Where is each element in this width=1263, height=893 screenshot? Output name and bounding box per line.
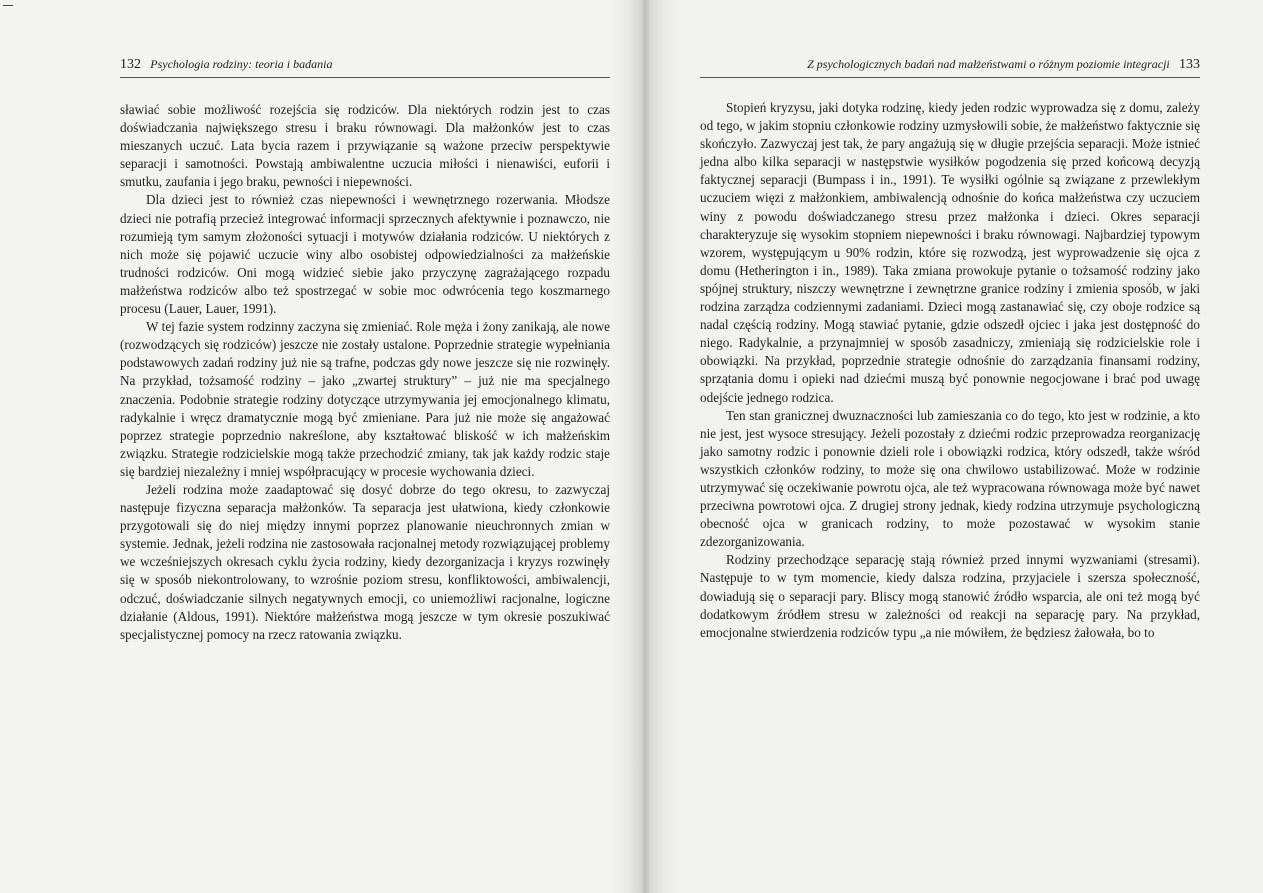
book-gutter-shadow bbox=[610, 0, 680, 893]
left-page-number: 132 bbox=[120, 57, 141, 72]
paragraph: Rodziny przechodzące separację stają również przed innymi wyzwaniami (stresami). Następuje to w tym momencie, kiedy dalsza rodzina, przyjaciele i szersza społeczność, dowiadują się o separacji pary. Bliscy mogą stanowić źródło wsparcia, ale oni też mogą być dodatkowym źródłem stresu w zależności od reakcji na separację pary. Na przykład, emocjonalne stwierdzenia rodziców typu „a nie mówiłem, że będziesz żałowała, bo to bbox=[700, 552, 1200, 640]
right-page-number: 133 bbox=[1179, 57, 1200, 72]
paragraph: W tej fazie system rodzinny zaczyna się zmieniać. Role męża i żony zanikają, ale nowe (rozwodzących się rodziców) jeszcze nie zostały ustalone. Poprzednie strategie wypełniania podstawowych zadań rodziny już nie są trafne, podczas gdy nowe jeszcze się nie rozwinęły. Na przykład, tożsamość rodziny – jako „zwartej struktury” – już nie ma specjalnego znaczenia. Podobnie strategie rodziny dotyczące utrzymywania jej emocjonalnego klimatu, radykalnie i wręcz dramatycznie mogą być zmieniane. Para już nie może się angażować poprzez strategie poprzednio nakreślone, aby kształtować bliskość w ich małżeńskim związku. Strategie rodzicielskie mogą także przechodzić zmiany, tak jak każdy rodzic staje się bardziej niezależny i mniej współpracujący w procesie wychowania dzieci. bbox=[120, 319, 610, 479]
paragraph: Ten stan granicznej dwuznaczności lub zamieszania co do tego, kto jest w rodzinie, a kto nie jest, jest wysoce stresujący. Jeżeli pozostały z dziećmi rodzic przeprowadza reorganizację jako samotny rodzic i ponownie dzieli role i obowiązki rodzica, który odszedł, także wśród wszystkich członków rodziny, to może się ona chwilowo ustabilizować. Może w rodzinie utrzymywać się oczekiwanie powrotu ojca, ale też wypracowana równowaga może być nawet przeciwna powrotowi ojca. Z drugiej strony jednak, kiedy rodzina utrzymuje psychologiczną obecność ojca w granicach rodziny, to może pozostawać w wysokim stanie zdezorganizowania. bbox=[700, 407, 1200, 550]
left-running-header bbox=[120, 55, 610, 78]
right-running-title: Z psychologicznych badań nad małżeństwami o różnym poziomie integracji bbox=[807, 57, 1170, 71]
right-page bbox=[640, 0, 1263, 893]
paragraph: Jeżeli rodzina może zaadaptować się dosyć dobrze do tego okresu, to zazwyczaj następuje fizyczna separacja małżonków. Ta separacja jest ułatwiona, kiedy członkowie przygotowali się do niej między innymi poprzez planowanie nieuchronnych zmian w systemie. Jednak, jeżeli rodzina nie zastosowała racjonalnej metody rozwiązującej problemy we wcześniejszych okresach cyklu życia rodziny, kiedy dezorganizacja i kryzys rozwinęły się w sposób niekontrolowany, to wzrośnie poziom stresu, konfliktowości, ambiwalencji, odczuć, doświadczanie silnych negatywnych emocji, co uniemożliwi racjonalne, logiczne działanie (Aldous, 1991). Niektóre małżeństwa mogą jeszcze w tym okresie poszukiwać specjalistycznej pomocy na rzecz ratowania związku. bbox=[120, 481, 610, 642]
paragraph: Dla dzieci jest to również czas niepewności i wewnętrznego rozerwania. Młodsze dzieci nie potrafią przecież integrować informacji sprzecznych afektywnie i poznawczo, nie rozumieją tym samym złożoności sytuacji i motywów działania rodziców. U niektórych z nich może się pojawić uczucie winy albo osobistej odpowiedzialności za małżeńskie trudności rodziców. Oni mogą widzieć siebie jako przyczynę zagrażającego rozpadu małżeństwa rodziców albo też spostrzegać w sobie moc odwrócenia tego koszmarnego procesu (Lauer, Lauer, 1991). bbox=[120, 192, 610, 317]
left-running-title: Psychologia rodziny: teoria i badania bbox=[150, 57, 333, 71]
paragraph: Stopień kryzysu, jaki dotyka rodzinę, kiedy jeden rodzic wyprowadza się z domu, zależy od tego, w jakim stopniu członkowie rodziny uzmysłowili sobie, że małżeństwo faktycznie się skończyło. Zazwyczaj jest tak, że pary angażują się w długie przejścia separacji. Może istnieć jedna albo kilka separacji w następstwie wysiłków pogodzenia się przed końcową decyzją faktycznej separacji (Bumpass i in., 1991). Te wysiłki ogólnie są związane z przewlekłym uczuciem więzi z małżonkiem, ambiwalencją odnośnie do końca małżeństwa czy uczuciem winy z powodu doświadczanego stresu przez małżonka i dzieci. Okres separacji charakteryzuje się wysokim stopniem niepewności i braku równowagi. Najbardziej typowym wzorem, występującym u 90% rodzin, które się rozwodzą, jest wyprowadzenie się ojca z domu (Hetherington i in., 1989). Taka zmiana prowokuje pytanie o tożsamość rodziny jako spójnej struktury, niszczy wewnętrzne i zewnętrzne granice rodziny i zmienia sposób, w jaki rodzina zarządza codziennymi zadaniami. Dzieci mogą zastanawiać się, czy oboje rodzice są nadal częścią rodziny. Mogą stawiać pytanie, gdzie odszedł ojciec i jaka jest dostępność do niego. Radykalnie, a przynajmniej w sposób zasadniczy, zmieniają się rodzicielskie role i obowiązki. Na przykład, poprzednie strategie odnośnie do zarządzania finansami rodziny, sprzątania domu i opieki nad dziećmi muszą być ponownie negocjowane i brać pod uwagę odejście jednego rodzica. bbox=[700, 100, 1200, 405]
scan-corner-mark bbox=[3, 5, 13, 6]
left-body-text bbox=[120, 101, 610, 644]
right-running-header bbox=[700, 55, 1200, 78]
paragraph: sławiać sobie możliwość rozejścia się rodziców. Dla niektórych rodzin jest to czas doświadczania największego stresu i braku równowagi. Dla małżonków jest to czas mieszanych uczuć. Lata bycia razem i przywiązanie są ważone przeciw perspektywie separacji i samotności. Powstają ambiwalentne uczucia miłości i nienawiści, euforii i smutku, zaufania i jego braku, pewności i niepewności. bbox=[120, 102, 610, 190]
right-body-text bbox=[700, 99, 1200, 642]
